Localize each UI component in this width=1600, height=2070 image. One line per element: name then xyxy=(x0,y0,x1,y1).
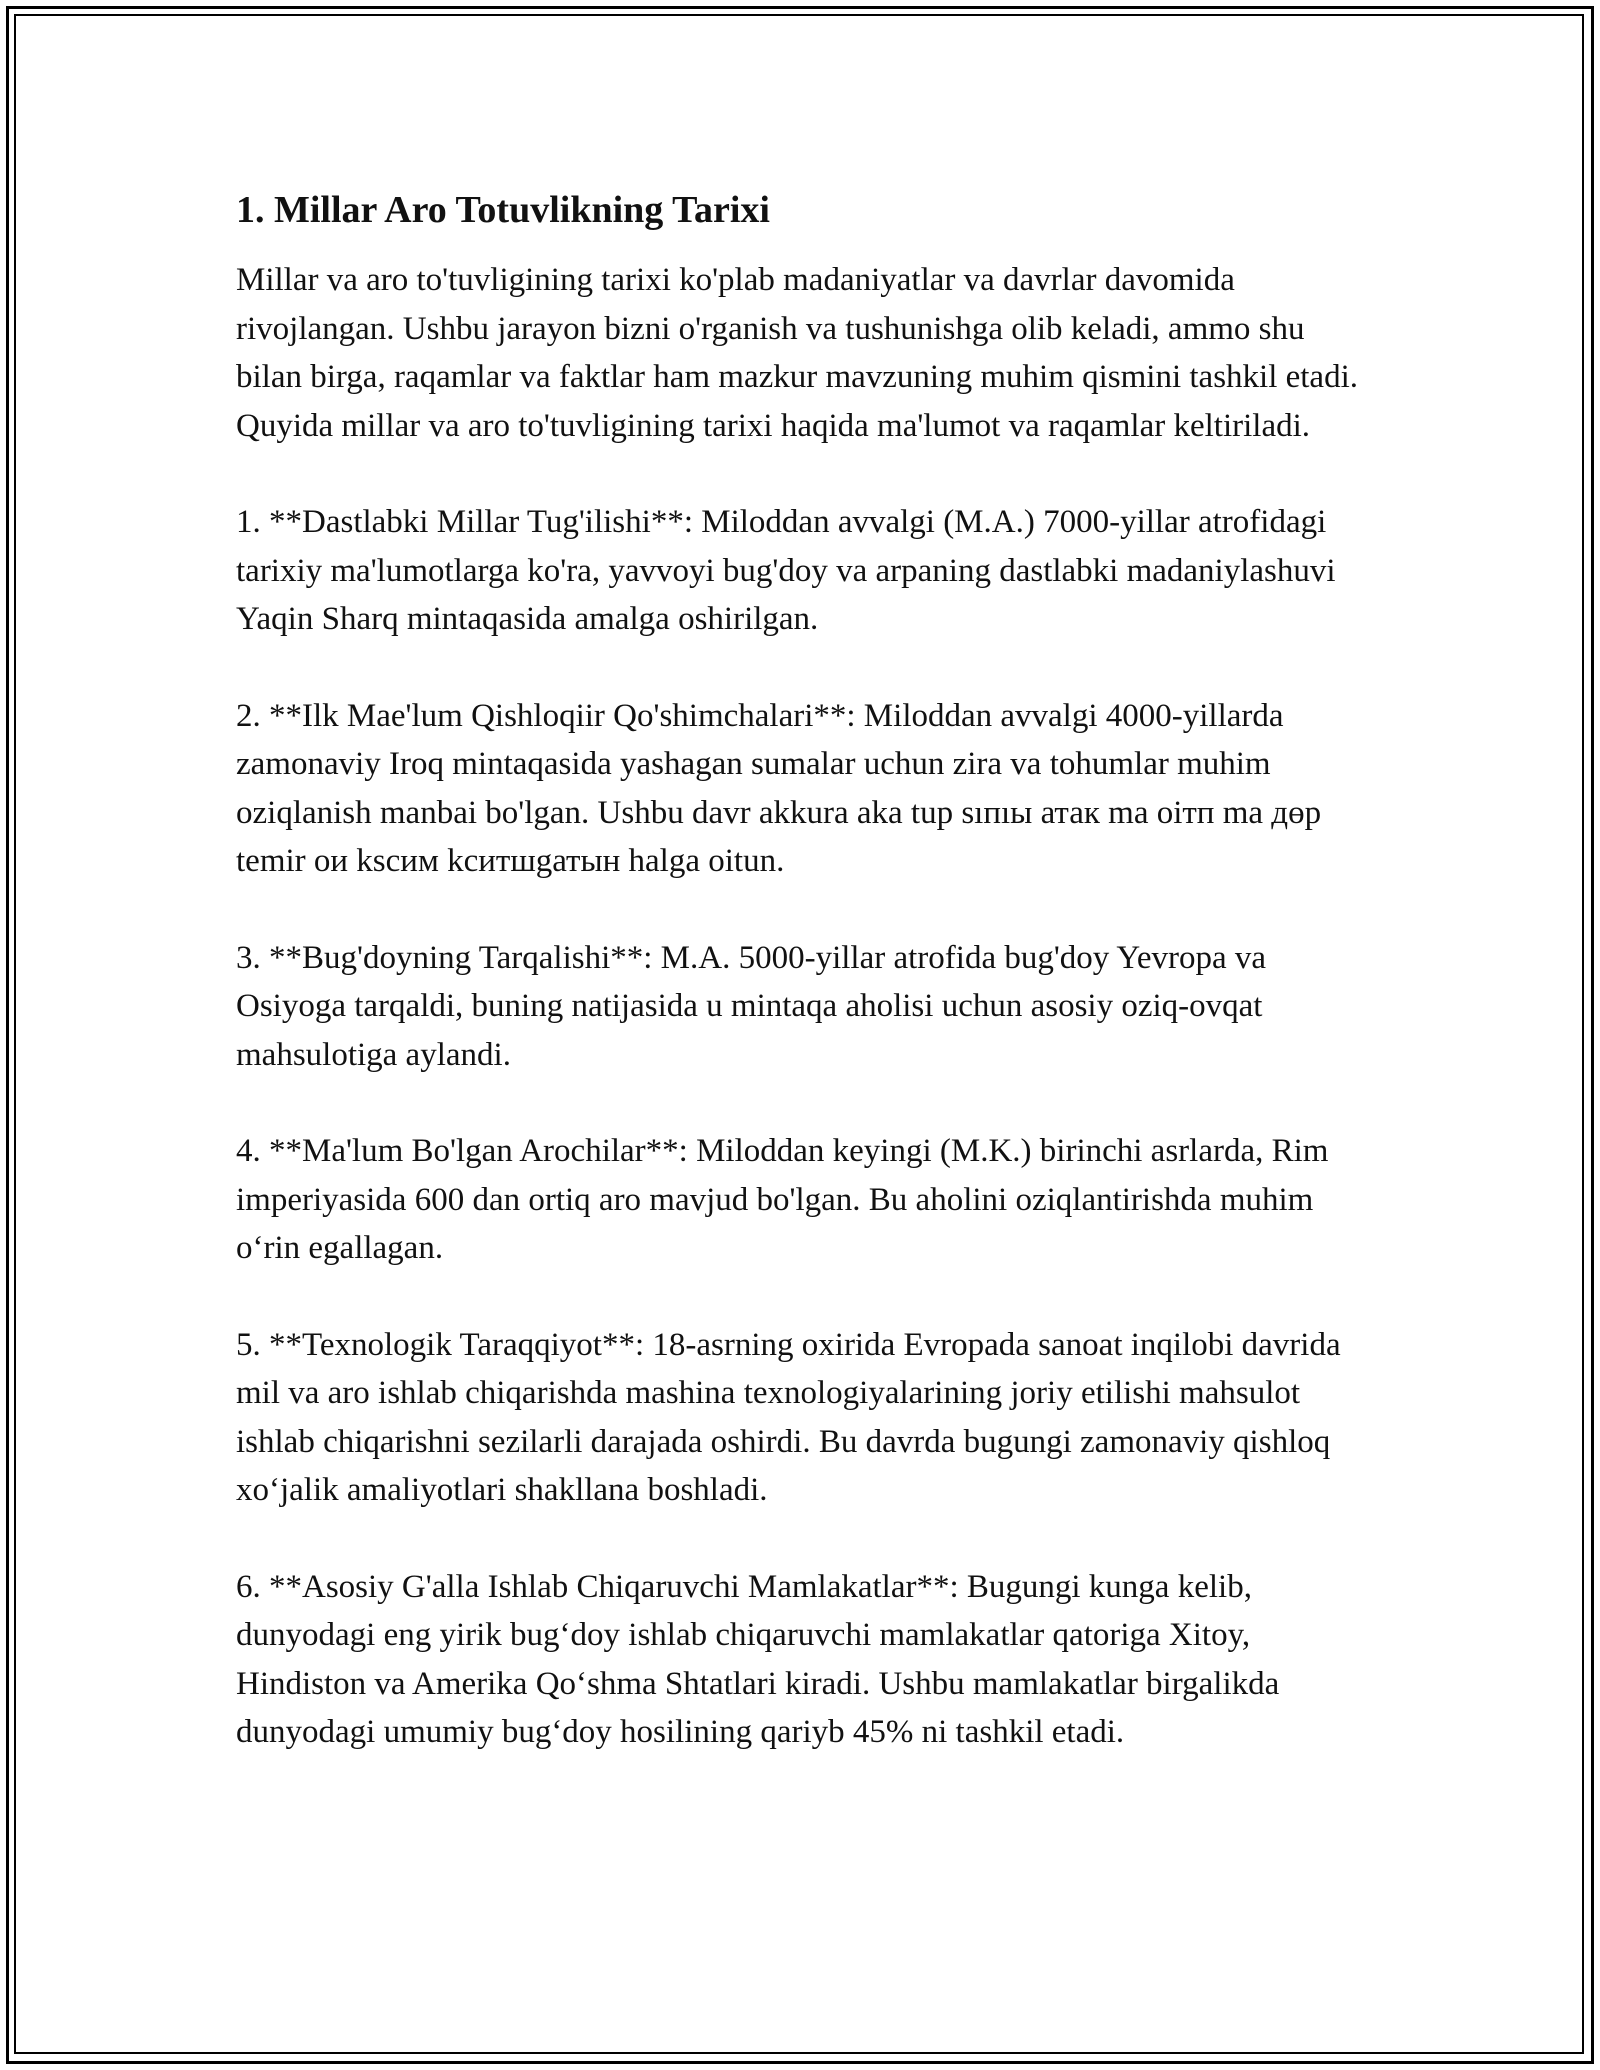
document-body xyxy=(236,186,1376,1805)
list-item-2: 2. **Ilk Mae'lum Qishloqiir Qo'shimchalari**: Miloddan avvalgi 4000-yillarda zamonaviy Iroq mintaqasida yashagan sumalar uchun zira va tohumlar muhim oziqlanish manbai bo'lgan. Ushbu davr akkura aka tup sıпıы атак ma оітп ma дөр temir ои kscим kситшgатын halga oitun. xyxy=(236,697,1322,879)
list-item-1: 1. **Dastlabki Millar Tug'ilishi**: Miloddan avvalgi (M.A.) 7000-yillar atrofidagi tarixiy ma'lumotlarga ko'ra, yavvoyi bug'doy va arpaning dastlabki madaniylashuvi Yaqin Sharq mintaqasida amalga oshirilgan. xyxy=(236,504,1336,637)
list-item-4: 4. **Ma'lum Bo'lgan Arochilar**: Miloddan keyingi (M.K.) birinchi asrlarda, Rim imperiyasida 600 dan ortiq aro mavjud bo'lgan. Bu aholini oziqlantirishda muhim o‘rin egallagan. xyxy=(236,1133,1329,1266)
list-item-6: 6. **Asosiy G'alla Ishlab Chiqaruvchi Mamlakatlar**: Bugungi kunga kelib, dunyodagi eng yirik bug‘doy ishlab chiqaruvchi mamlakatlar qatoriga Xitoy, Hindiston va Amerika Qo‘shma Shtatlari kiradi. Ushbu mamlakatlar birgalikda dunyodagi umumiy bug‘doy hosilining qariyb 45% ni tashkil etadi. xyxy=(236,1568,1280,1750)
intro-paragraph: Millar va aro to'tuvligining tarixi ko'plab madaniyatlar va davrlar davomida rivojlangan. Ushbu jarayon bizni o'rganish va tushunishga olib keladi, ammo shu bilan birga, raqamlar va faktlar ham mazkur mavzuning muhim qismini tashkil etadi. Quyida millar va aro to'tuvligining tarixi haqida ma'lumot va raqamlar keltiriladi. xyxy=(236,262,1358,444)
list-item-5: 5. **Texnologik Taraqqiyot**: 18-asrning oxirida Evropada sanoat inqilobi davrida mil va aro ishlab chiqarishda mashina texnologiyalarining joriy etilishi mahsulot ishlab chiqarishni sezilarli darajada oshirdi. Bu davrda bugungi zamonaviy qishloq xo‘jalik amaliyotlari shakllana boshladi. xyxy=(236,1326,1341,1508)
list-item-3: 3. **Bug'doyning Tarqalishi**: M.A. 5000-yillar atrofida bug'doy Yevropa va Osiyoga tarqaldi, buning natijasida u mintaqa aholisi uchun asosiy oziq-ovqat mahsulotiga aylandi. xyxy=(236,939,1267,1073)
section-heading: 1. Millar Aro Totuvlikning Tarixi xyxy=(236,189,770,231)
